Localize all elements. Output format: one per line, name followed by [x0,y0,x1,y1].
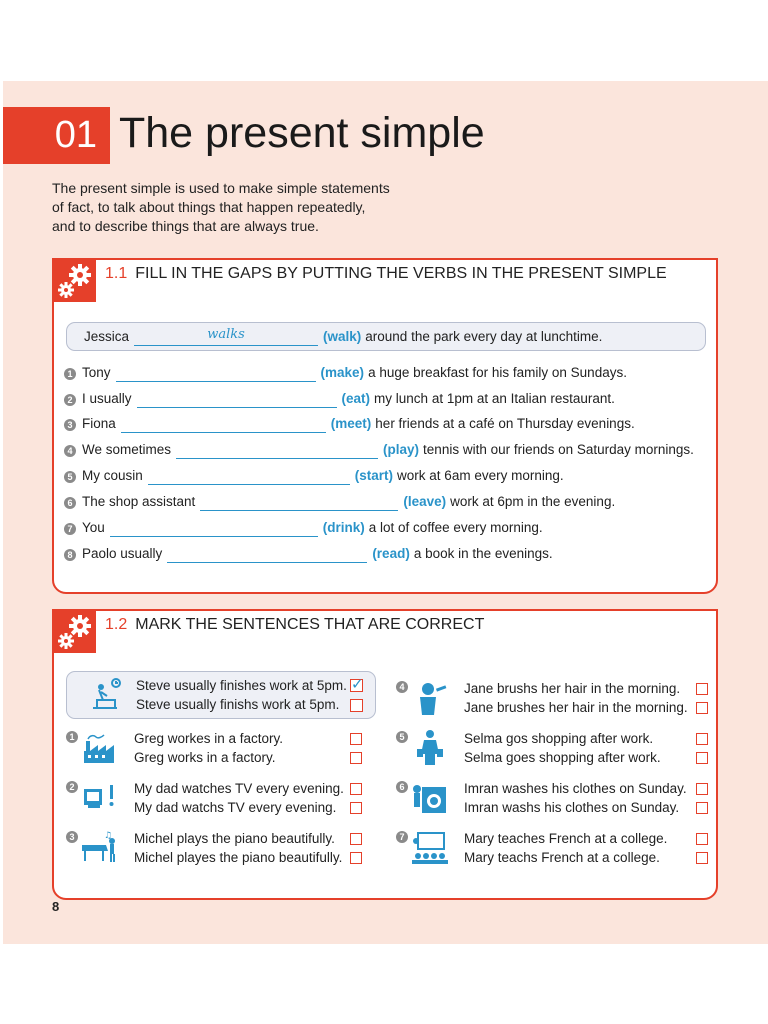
washing-machine-icon [410,779,450,817]
exercise-1-1-card [52,258,718,594]
item-number: 4 [396,681,408,693]
sentence-option-b: Michel playes the piano beautifully. [134,850,343,865]
sentence-start: My cousin [82,468,143,483]
verb-hint: (start) [354,468,394,483]
gap-line [134,329,318,346]
sentence-option-a: Selma gos shopping after work. [464,731,654,746]
gap-fill-row [64,415,635,433]
unit-title: The present simple [119,109,485,157]
checkbox[interactable] [350,752,362,764]
item-number: 5 [64,471,76,483]
sentence-end: work at 6am every morning. [397,468,564,483]
sentence-start: You [82,520,105,535]
office-worker-icon [89,678,125,712]
gap-input[interactable] [167,546,367,563]
item-number: 1 [64,368,76,380]
checked-checkbox[interactable]: ✓ [351,676,364,693]
gap-fill-row [64,493,615,511]
exercise-heading [105,265,667,283]
verb-hint: (leave) [403,494,447,509]
exercise-instruction: FILL IN THE GAPS BY PUTTING THE VERBS IN THE PRESENT SIMPLE [135,265,667,282]
checkbox[interactable] [350,783,362,795]
item-number: 7 [64,523,76,535]
item-number: 3 [66,831,78,843]
sentence-option-a: Greg workes in a factory. [134,731,284,746]
checkbox[interactable] [350,733,362,745]
checkbox[interactable] [696,852,708,864]
sentence-option-b: My dad watchs TV every evening. [134,800,337,815]
sentence-option-b: Steve usually finishs work at 5pm. [136,697,340,712]
worked-example [66,671,376,719]
classroom-icon [410,829,450,867]
correct-sentence-item [396,779,711,821]
item-number: 2 [66,781,78,793]
sentence-option-b: Selma goes shopping after work. [464,750,661,765]
exercise-instruction: MARK THE SENTENCES THAT ARE CORRECT [135,616,485,633]
intro-text [52,179,412,236]
sentence-end: her friends at a café on Thursday evenings. [375,416,635,431]
sentence-start: We sometimes [82,442,172,457]
sentence-end: tennis with our friends on Saturday mornings. [423,442,694,457]
sentence-end: work at 6pm in the evening. [450,494,616,509]
sentence-start: The shop assistant [82,494,196,509]
hair-brush-icon [410,679,450,717]
workbook-page [3,81,768,944]
sentence-start: Paolo usually [82,546,163,561]
example-row [84,328,602,346]
sentence-end: a book in the evenings. [413,546,553,561]
sentence-option-a: My dad watches TV every evening. [134,781,344,796]
sentence-option-a: Jane brushs her hair in the morning. [464,681,681,696]
item-number: 6 [64,497,76,509]
item-number: 3 [64,419,76,431]
intro-line: The present simple is used to make simple statements [52,180,390,196]
verb-hint: (meet) [330,416,372,431]
gap-input[interactable] [137,391,337,408]
gap-input[interactable] [176,442,378,459]
sentence-option-a: Steve usually finishes work at 5pm. [136,678,347,693]
correct-sentence-item [396,829,711,871]
gap-fill-row [64,364,627,382]
sentence-end: my lunch at 1pm at an Italian restaurant. [374,391,615,406]
svg-text:♫: ♫ [104,831,113,841]
gap-fill-row [64,467,564,485]
gap-input[interactable] [110,520,318,537]
exercise-1-2-card [52,609,718,900]
gap-input[interactable] [121,416,326,433]
verb-hint: (drink) [322,520,365,535]
correct-sentence-item [396,679,711,721]
example-answer: walks [207,327,245,342]
sentence-option-b: Imran washs his clothes on Sunday. [464,800,680,815]
checkbox[interactable] [350,833,362,845]
sentence-end: a huge breakfast for his family on Sundays. [368,365,627,380]
correct-sentence-item [396,729,711,771]
tv-viewer-icon [80,779,120,817]
intro-line: of fact, to talk about things that happen repeatedly, [52,199,366,215]
item-number: 2 [64,394,76,406]
item-number: 7 [396,831,408,843]
sentence-option-a: Michel plays the piano beautifully. [134,831,335,846]
gear-icon [54,611,96,653]
sentence-option-b: Greg works in a factory. [134,750,276,765]
gear-icon [54,260,96,302]
exercise-number: 1.2 [105,616,128,633]
gap-fill-row [64,441,694,459]
intro-line: and to describe things that are always true. [52,218,319,234]
gap-fill-row [64,519,543,537]
item-number: 1 [66,731,78,743]
verb-hint: (walk) [323,329,362,344]
checkbox[interactable] [696,683,708,695]
sentence-start: Jessica [84,329,130,344]
checkbox[interactable] [696,783,708,795]
sentence-start: I usually [82,391,132,406]
gap-fill-row [64,390,615,408]
checkbox[interactable] [696,733,708,745]
item-number: 4 [64,445,76,457]
gap-fill-row [64,545,553,563]
checkbox[interactable] [696,802,708,814]
sentence-end: a lot of coffee every morning. [368,520,543,535]
correct-sentence-item [66,829,366,871]
sentence-option-b: Jane brushes her hair in the morning. [464,700,688,715]
item-number: 5 [396,731,408,743]
verb-hint: (read) [372,546,410,561]
factory-icon [80,729,120,767]
sentence-option-a: Mary teaches French at a college. [464,831,668,846]
shopper-icon [410,729,450,767]
checkbox[interactable] [696,702,708,714]
item-number: 8 [64,549,76,561]
correct-sentence-item [66,729,366,771]
exercise-number: 1.1 [105,265,128,282]
page-number: 8 [52,899,60,914]
sentence-start: Fiona [82,416,116,431]
worked-example [66,322,706,351]
gap-input[interactable] [116,365,316,382]
checkbox[interactable] [696,752,708,764]
piano-icon [80,829,120,867]
gap-input[interactable] [148,468,350,485]
exercise-heading [105,616,484,634]
checkbox[interactable] [350,699,363,712]
gap-input[interactable] [200,494,398,511]
correct-sentence-item [66,779,366,821]
checkbox[interactable] [350,802,362,814]
sentence-end: around the park every day at lunchtime. [365,329,603,344]
checkbox[interactable] [350,852,362,864]
unit-number: 01 [3,107,110,164]
item-number: 6 [396,781,408,793]
verb-hint: (make) [320,365,365,380]
sentence-option-a: Imran washes his clothes on Sunday. [464,781,687,796]
checkbox[interactable] [696,833,708,845]
sentence-option-b: Mary teachs French at a college. [464,850,660,865]
verb-hint: (play) [383,442,420,457]
verb-hint: (eat) [341,391,371,406]
sentence-start: Tony [82,365,111,380]
